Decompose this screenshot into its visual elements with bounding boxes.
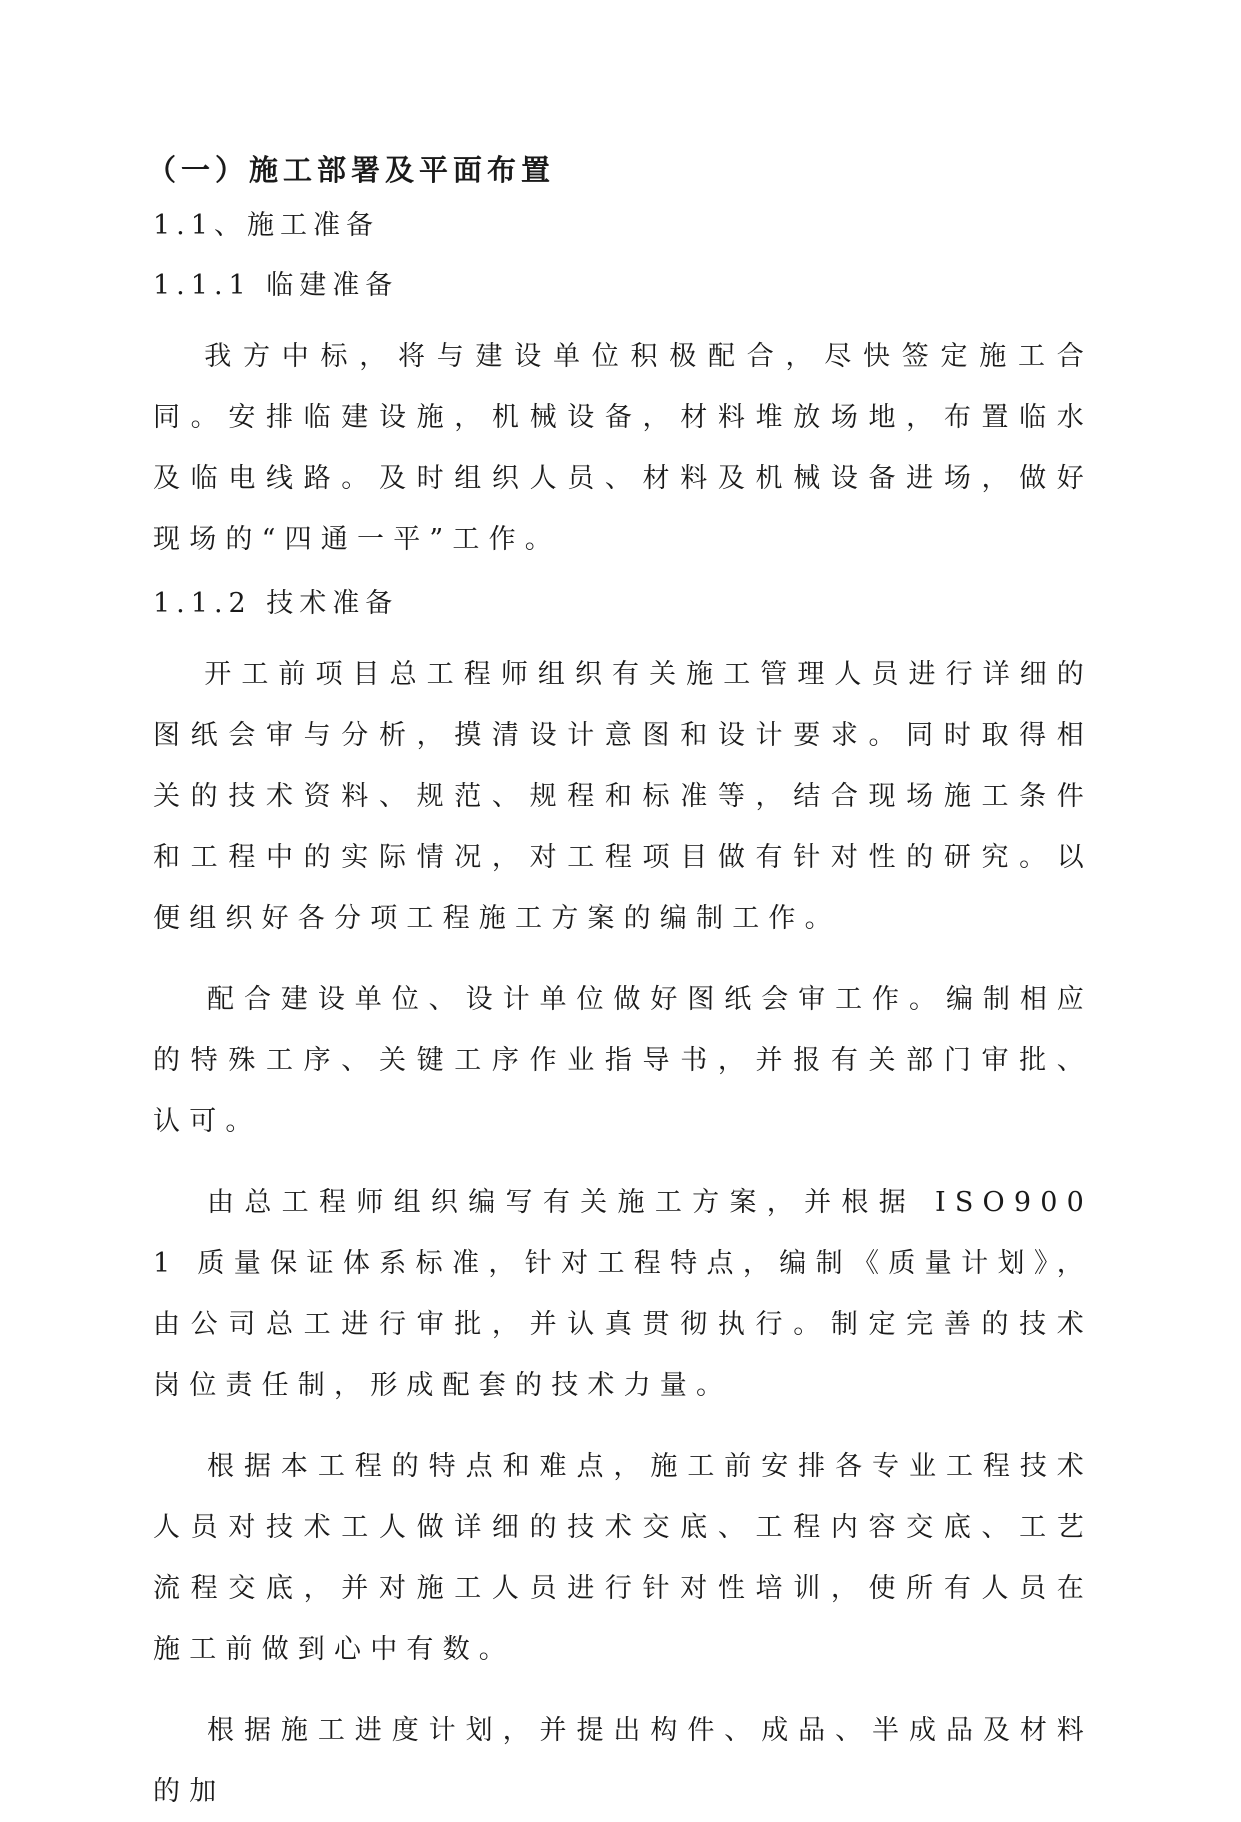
heading-1-1-1: 1.1.1 临建准备 — [153, 270, 399, 301]
document-body — [147, 148, 1093, 1822]
paragraph-progress-plan: 根据施工进度计划，并提出构件、成品、半成品及材料的加 — [153, 1715, 1093, 1807]
paragraph-quality-plan: 由总工程师组织编写有关施工方案，并根据 ISO9001 质量保证体系标准，针对工程特点，编制《质量计划》，由公司总工进行审批，并认真贯彻执行。制定完善的技术岗位责任制，形成配套的技术力量。 — [153, 1187, 1093, 1401]
paragraph-technical-briefing: 根据本工程的特点和难点，施工前安排各专业工程技术人员对技术工人做详细的技术交底、工程内容交底、工艺流程交底，并对施工人员进行针对性培训，使所有人员在施工前做到心中有数。 — [153, 1451, 1093, 1665]
heading-1-1-2: 1.1.2 技术准备 — [153, 588, 399, 619]
paragraph-temporary-facilities: 我方中标，将与建设单位积极配合，尽快签定施工合同。安排临建设施，机械设备，材料堆放场地，布置临水及临电线路。及时组织人员、材料及机械设备进场，做好现场的“四通一平”工作。 — [153, 341, 1093, 555]
heading-1-1: 1.1、施工准备 — [153, 210, 379, 241]
section-title: （一）施工部署及平面布置 — [147, 153, 556, 187]
paragraph-technical-preparation: 开工前项目总工程师组织有关施工管理人员进行详细的图纸会审与分析，摸清设计意图和设计要求。同时取得相关的技术资料、规范、规程和标准等，结合现场施工条件和工程中的实际情况，对工程项目做有针对性的研究。以便组织好各分项工程施工方案的编制工作。 — [153, 659, 1093, 934]
paragraph-drawing-review: 配合建设单位、设计单位做好图纸会审工作。编制相应的特殊工序、关键工序作业指导书，并报有关部门审批、认可。 — [153, 984, 1093, 1137]
